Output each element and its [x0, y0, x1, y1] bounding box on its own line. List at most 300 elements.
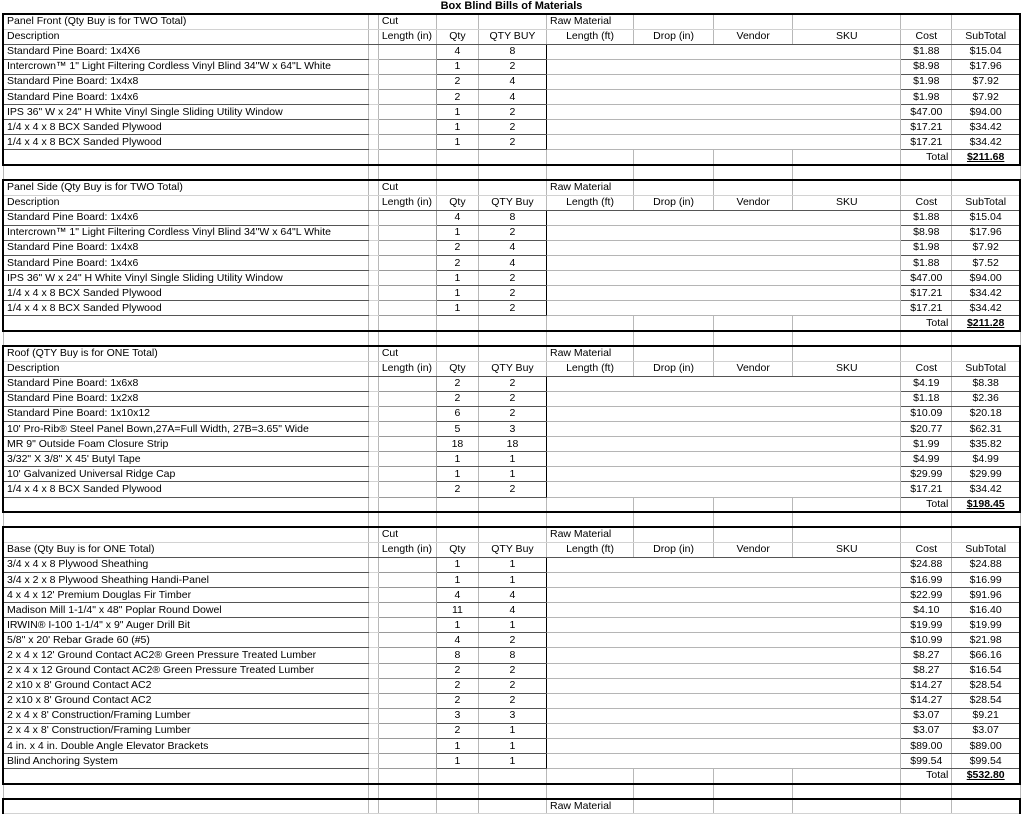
cell-raw-length: [546, 301, 900, 316]
cell-qty: 2: [436, 74, 478, 89]
cell-raw-length: [546, 105, 900, 120]
section-header-row-top: [3, 14, 1020, 29]
total-value-base: $532.80: [952, 769, 1020, 784]
spacer-cell: [368, 512, 378, 527]
cell-cut-length: [378, 618, 436, 633]
total-blank-vendor: [714, 769, 793, 784]
col-subtotal: SubTotal: [952, 542, 1020, 557]
cell-subtotal: $7.92: [952, 74, 1020, 89]
cell-description: 2 x10 x 8' Ground Contact AC2: [3, 678, 368, 693]
gap-cell: [368, 286, 378, 301]
total-blank-qtybuy: [478, 769, 546, 784]
col-raw-length: Length (ft): [546, 542, 633, 557]
cell-cost: $20.77: [901, 422, 952, 437]
cell-cost: $19.99: [901, 618, 952, 633]
cell-qty: 1: [436, 739, 478, 754]
gap-cell: [368, 708, 378, 723]
cell-qty: 2: [436, 89, 478, 104]
cell-qty: 1: [436, 618, 478, 633]
total-blank-qty: [436, 497, 478, 512]
cell-cut-length: [378, 44, 436, 59]
cell-description: IPS 36" W x 24" H White Vinyl Single Sliding Utility Window: [3, 105, 368, 120]
cell-subtotal: $17.96: [952, 59, 1020, 74]
cell-cut-length: [378, 754, 436, 769]
table-row: [3, 557, 1020, 572]
cell-raw-length: [546, 723, 900, 738]
cell-qty-buy: 2: [478, 271, 546, 286]
table-row: [3, 286, 1020, 301]
col-subtotal: SubTotal: [952, 361, 1020, 376]
cell-subtotal: $4.99: [952, 452, 1020, 467]
col-qty-buy: QTY BUY: [478, 29, 546, 44]
sku-group-blank: [793, 346, 901, 361]
cell-raw-length: [546, 557, 900, 572]
cell-qty-buy: 8: [478, 44, 546, 59]
col-cut-length: Length (in): [378, 195, 436, 210]
gap-cell: [368, 572, 378, 587]
qtybuy-group-blank: [478, 527, 546, 542]
gap-cell: [368, 225, 378, 240]
cell-subtotal: $21.98: [952, 633, 1020, 648]
gap-cell: [368, 527, 378, 542]
cell-qty-buy: 8: [478, 648, 546, 663]
vendor-group-blank: [714, 180, 793, 195]
table-row: [3, 452, 1020, 467]
gap-cell: [368, 89, 378, 104]
cell-description: 3/4 x 2 x 8 Plywood Sheathing Handi-Panel: [3, 572, 368, 587]
cell-description: 1/4 x 4 x 8 BCX Sanded Plywood: [3, 120, 368, 135]
total-blank-cut: [378, 150, 436, 165]
table-row: [3, 437, 1020, 452]
cell-cost: $10.09: [901, 406, 952, 421]
cell-qty: 1: [436, 135, 478, 150]
cost-group-blank: [901, 346, 952, 361]
cell-qty-buy: 2: [478, 105, 546, 120]
cell-qty-buy: 2: [478, 693, 546, 708]
cell-cut-length: [378, 376, 436, 391]
cell-raw-length: [546, 59, 900, 74]
gap-cell: [368, 723, 378, 738]
cell-raw-length: [546, 225, 900, 240]
cell-raw-length: [546, 271, 900, 286]
cell-qty: 2: [436, 678, 478, 693]
col-drop: Drop (in): [634, 361, 714, 376]
total-blank-rawlength: [546, 497, 633, 512]
cell-qty-buy: 1: [478, 467, 546, 482]
cell-subtotal: $34.42: [952, 286, 1020, 301]
table-row: [3, 693, 1020, 708]
total-blank-description: [3, 316, 368, 331]
spacer-cell: [714, 331, 793, 346]
total-blank-qty: [436, 150, 478, 165]
cell-description: 5/8" x 20' Rebar Grade 60 (#5): [3, 633, 368, 648]
cell-qty-buy: 2: [478, 286, 546, 301]
cell-qty-buy: 8: [478, 210, 546, 225]
cell-description: 1/4 x 4 x 8 BCX Sanded Plywood: [3, 482, 368, 497]
cell-qty: 1: [436, 59, 478, 74]
cell-description: 2 x 4 x 12' Ground Contact AC2® Green Pressure Treated Lumber: [3, 648, 368, 663]
cell-qty-buy: 2: [478, 120, 546, 135]
cell-cost: $3.07: [901, 723, 952, 738]
cell-cut-length: [378, 301, 436, 316]
table-row: [3, 44, 1020, 59]
col-drop: Drop (in): [634, 29, 714, 44]
gap-cell: [368, 406, 378, 421]
col-cut-length: Length (in): [378, 361, 436, 376]
cell-subtotal: $34.42: [952, 482, 1020, 497]
cell-qty: 3: [436, 708, 478, 723]
cell-cut-length: [378, 286, 436, 301]
col-description: Description: [3, 195, 368, 210]
table-row: [3, 678, 1020, 693]
table-row: [3, 588, 1020, 603]
total-blank-sku: [793, 150, 901, 165]
spacer-cell: [634, 512, 714, 527]
cell-raw-length: [546, 618, 900, 633]
spacer-cell: [368, 784, 378, 799]
cell-qty: 2: [436, 723, 478, 738]
total-value-panel-front: $211.68: [952, 150, 1020, 165]
gap-cell: [368, 74, 378, 89]
cell-raw-length: [546, 44, 900, 59]
gap-cell: [368, 739, 378, 754]
cut-group-header: Cut: [378, 14, 436, 29]
col-sku: SKU: [793, 195, 901, 210]
raw-group-header: Raw Material: [546, 180, 633, 195]
spacer-cell: [378, 331, 436, 346]
cell-cut-length: [378, 708, 436, 723]
qtybuy-group-blank: [478, 14, 546, 29]
cell-qty: 8: [436, 648, 478, 663]
cell-cut-length: [378, 663, 436, 678]
cell-description: 10' Galvanized Universal Ridge Cap: [3, 467, 368, 482]
gap-cell: [368, 452, 378, 467]
cell-description: 4 in. x 4 in. Double Angle Elevator Brackets: [3, 739, 368, 754]
gap-cell: [368, 271, 378, 286]
section-heading-base: Base (Qty Buy is for ONE Total): [3, 542, 368, 557]
cell-cut-length: [378, 406, 436, 421]
cell-cut-length: [378, 678, 436, 693]
total-blank-sku: [793, 769, 901, 784]
col-cut-length: Length (in): [378, 542, 436, 557]
gap-cell: [368, 14, 378, 29]
spacer-cell: [714, 784, 793, 799]
gap-cell: [368, 648, 378, 663]
cell-subtotal: $7.92: [952, 240, 1020, 255]
cell-raw-length: [546, 572, 900, 587]
cell-cost: $16.99: [901, 572, 952, 587]
total-blank-cut: [378, 497, 436, 512]
cell-qty-buy: 1: [478, 618, 546, 633]
raw-group-header: Raw Material: [546, 14, 633, 29]
cell-description: Madison Mill 1-1/4" x 48" Poplar Round Dowel: [3, 603, 368, 618]
spacer-cell: [478, 165, 546, 180]
cell-description: 2 x 4 x 8' Construction/Framing Lumber: [3, 723, 368, 738]
cell-raw-length: [546, 678, 900, 693]
cell-subtotal: $89.00: [952, 739, 1020, 754]
gap-cell: [368, 557, 378, 572]
cell-raw-length: [546, 663, 900, 678]
col-qty-buy: QTY Buy: [478, 542, 546, 557]
cell-description: MR 9" Outside Foam Closure Strip: [3, 437, 368, 452]
next-cut-blank: [378, 799, 436, 814]
page-title: Box Blind Bills of Materials: [440, 0, 583, 12]
col-description: Description: [3, 29, 368, 44]
col-subtotal: SubTotal: [952, 29, 1020, 44]
spacer-cell: [901, 165, 952, 180]
gap-cell: [368, 361, 378, 376]
spacer-cell: [368, 331, 378, 346]
cell-qty-buy: 3: [478, 422, 546, 437]
table-row: [3, 210, 1020, 225]
section-header-row-top: [3, 180, 1020, 195]
section-header-row-labels: [3, 195, 1020, 210]
spacer-cell: [634, 331, 714, 346]
col-vendor: Vendor: [714, 542, 793, 557]
cell-qty-buy: 3: [478, 708, 546, 723]
cell-cost: $22.99: [901, 588, 952, 603]
cell-subtotal: $66.16: [952, 648, 1020, 663]
cell-subtotal: $28.54: [952, 678, 1020, 693]
sku-group-blank: [793, 527, 901, 542]
cell-description: Intercrown™ 1" Light Filtering Cordless Vinyl Blind 34"W x 64"L White: [3, 225, 368, 240]
gap-cell: [368, 316, 378, 331]
cell-raw-length: [546, 693, 900, 708]
cell-qty-buy: 2: [478, 678, 546, 693]
cell-subtotal: $34.42: [952, 301, 1020, 316]
table-row: [3, 225, 1020, 240]
total-blank-description: [3, 497, 368, 512]
cell-raw-length: [546, 452, 900, 467]
next-qtybuy-blank: [478, 799, 546, 814]
cell-description: 10' Pro-Rib® Steel Panel Bown,27A=Full Width, 27B=3.65" Wide: [3, 422, 368, 437]
cell-description: 1/4 x 4 x 8 BCX Sanded Plywood: [3, 135, 368, 150]
gap-cell: [368, 542, 378, 557]
spacer-cell: [478, 512, 546, 527]
raw-group-header: Raw Material: [546, 527, 633, 542]
spacer-cell: [368, 165, 378, 180]
cell-cost: $24.88: [901, 557, 952, 572]
gap-cell: [368, 29, 378, 44]
cell-raw-length: [546, 648, 900, 663]
cell-raw-length: [546, 754, 900, 769]
table-row: [3, 135, 1020, 150]
cell-qty: 2: [436, 376, 478, 391]
cell-cost: $1.98: [901, 240, 952, 255]
spacer-cell: [901, 331, 952, 346]
cell-qty-buy: 4: [478, 256, 546, 271]
raw-group-header: Raw Material: [546, 346, 633, 361]
spacer-cell: [378, 512, 436, 527]
cell-cut-length: [378, 391, 436, 406]
cell-cost: $99.54: [901, 754, 952, 769]
cell-qty: 4: [436, 44, 478, 59]
spacer-cell: [436, 165, 478, 180]
section-header-row-top: [3, 527, 1020, 542]
next-heading-placeholder: [3, 799, 368, 814]
cell-qty: 1: [436, 120, 478, 135]
cell-raw-length: [546, 422, 900, 437]
cell-cost: $17.21: [901, 301, 952, 316]
cell-cut-length: [378, 422, 436, 437]
spacer-cell: [546, 331, 633, 346]
cell-cost: $1.98: [901, 89, 952, 104]
cell-description: 1/4 x 4 x 8 BCX Sanded Plywood: [3, 301, 368, 316]
table-row: [3, 271, 1020, 286]
cell-subtotal: $29.99: [952, 467, 1020, 482]
cell-subtotal: $35.82: [952, 437, 1020, 452]
cell-description: Standard Pine Board: 1x4x8: [3, 74, 368, 89]
total-blank-drop: [634, 150, 714, 165]
cell-qty-buy: 2: [478, 376, 546, 391]
total-blank-vendor: [714, 150, 793, 165]
section-header-row-labels: [3, 542, 1020, 557]
col-cost: Cost: [901, 542, 952, 557]
cell-qty-buy: 2: [478, 482, 546, 497]
cell-cut-length: [378, 135, 436, 150]
cell-cost: $1.88: [901, 210, 952, 225]
gap-cell: [368, 633, 378, 648]
cell-subtotal: $34.42: [952, 135, 1020, 150]
vendor-group-blank: [714, 14, 793, 29]
cell-cost: $4.10: [901, 603, 952, 618]
subtotal-group-blank: [952, 180, 1020, 195]
col-raw-length: Length (ft): [546, 29, 633, 44]
section-spacer-row: [3, 165, 1020, 180]
cell-cost: $1.88: [901, 44, 952, 59]
total-label: Total: [901, 150, 952, 165]
spacer-cell: [478, 331, 546, 346]
cell-raw-length: [546, 739, 900, 754]
cell-cut-length: [378, 120, 436, 135]
col-qty: Qty: [436, 29, 478, 44]
cell-raw-length: [546, 391, 900, 406]
gap-cell: [368, 422, 378, 437]
spacer-cell: [3, 512, 368, 527]
qty-group-blank: [436, 180, 478, 195]
total-blank-vendor: [714, 316, 793, 331]
total-blank-cut: [378, 316, 436, 331]
col-vendor: Vendor: [714, 361, 793, 376]
table-row: [3, 240, 1020, 255]
gap-cell: [368, 59, 378, 74]
section-heading-panel-front: Panel Front (Qty Buy is for TWO Total): [3, 14, 368, 29]
cell-qty: 1: [436, 225, 478, 240]
table-row: [3, 723, 1020, 738]
cell-subtotal: $16.99: [952, 572, 1020, 587]
gap-cell: [368, 240, 378, 255]
cell-qty: 1: [436, 105, 478, 120]
cell-cost: $8.27: [901, 648, 952, 663]
cell-qty: 1: [436, 754, 478, 769]
total-blank-description: [3, 769, 368, 784]
col-cost: Cost: [901, 195, 952, 210]
total-blank-qty: [436, 769, 478, 784]
cell-cut-length: [378, 467, 436, 482]
col-qty: Qty: [436, 361, 478, 376]
cell-qty: 6: [436, 406, 478, 421]
bom-body: [3, 0, 1020, 814]
cell-cut-length: [378, 452, 436, 467]
col-cost: Cost: [901, 361, 952, 376]
cell-cut-length: [378, 588, 436, 603]
cell-cut-length: [378, 256, 436, 271]
cell-qty: 1: [436, 452, 478, 467]
next-drop-blank: [634, 799, 714, 814]
cell-qty: 4: [436, 588, 478, 603]
spacer-cell: [436, 512, 478, 527]
gap-cell: [368, 120, 378, 135]
total-blank-rawlength: [546, 316, 633, 331]
cell-raw-length: [546, 633, 900, 648]
cell-description: 2 x 4 x 8' Construction/Framing Lumber: [3, 708, 368, 723]
cell-subtotal: $7.52: [952, 256, 1020, 271]
gap-cell: [368, 256, 378, 271]
cell-raw-length: [546, 240, 900, 255]
table-row: [3, 572, 1020, 587]
cell-cost: $17.21: [901, 286, 952, 301]
spacer-cell: [901, 512, 952, 527]
spacer-cell: [3, 165, 368, 180]
section-heading-panel-side: Panel Side (Qty Buy is for TWO Total): [3, 180, 368, 195]
cell-qty-buy: 2: [478, 391, 546, 406]
spacer-cell: [546, 784, 633, 799]
cell-subtotal: $94.00: [952, 271, 1020, 286]
cell-description: 4 x 4 x 12' Premium Douglas Fir Timber: [3, 588, 368, 603]
cell-cost: $47.00: [901, 105, 952, 120]
cell-description: Standard Pine Board: 1x10x12: [3, 406, 368, 421]
cell-subtotal: $94.00: [952, 105, 1020, 120]
next-cost-blank: [901, 799, 952, 814]
cell-subtotal: $15.04: [952, 44, 1020, 59]
cell-qty-buy: 4: [478, 74, 546, 89]
cell-qty-buy: 2: [478, 406, 546, 421]
cell-subtotal: $62.31: [952, 422, 1020, 437]
cell-qty: 1: [436, 467, 478, 482]
table-row: [3, 376, 1020, 391]
table-row: [3, 105, 1020, 120]
col-vendor: Vendor: [714, 195, 793, 210]
section-header-row-labels: [3, 361, 1020, 376]
cell-description: Standard Pine Board: 1x6x8: [3, 376, 368, 391]
cut-group-header: Cut: [378, 527, 436, 542]
qty-group-blank: [436, 14, 478, 29]
cost-group-blank: [901, 14, 952, 29]
cell-qty: 2: [436, 482, 478, 497]
table-row: [3, 301, 1020, 316]
col-sku: SKU: [793, 542, 901, 557]
cell-subtotal: $16.40: [952, 603, 1020, 618]
total-blank-rawlength: [546, 769, 633, 784]
cell-raw-length: [546, 603, 900, 618]
gap-cell: [368, 437, 378, 452]
cell-description: Intercrown™ 1" Light Filtering Cordless Vinyl Blind 34"W x 64"L White: [3, 59, 368, 74]
spacer-cell: [634, 165, 714, 180]
total-blank-sku: [793, 316, 901, 331]
cell-description: Standard Pine Board: 1x4x6: [3, 210, 368, 225]
cell-cost: $1.98: [901, 74, 952, 89]
cell-qty: 1: [436, 557, 478, 572]
table-row: [3, 754, 1020, 769]
qty-group-blank: [436, 527, 478, 542]
cell-raw-length: [546, 120, 900, 135]
col-vendor: Vendor: [714, 29, 793, 44]
total-blank-drop: [634, 497, 714, 512]
cell-cost: $14.27: [901, 693, 952, 708]
spacer-cell: [378, 165, 436, 180]
spacer-cell: [546, 512, 633, 527]
cell-description: Standard Pine Board: 1x4X6: [3, 44, 368, 59]
